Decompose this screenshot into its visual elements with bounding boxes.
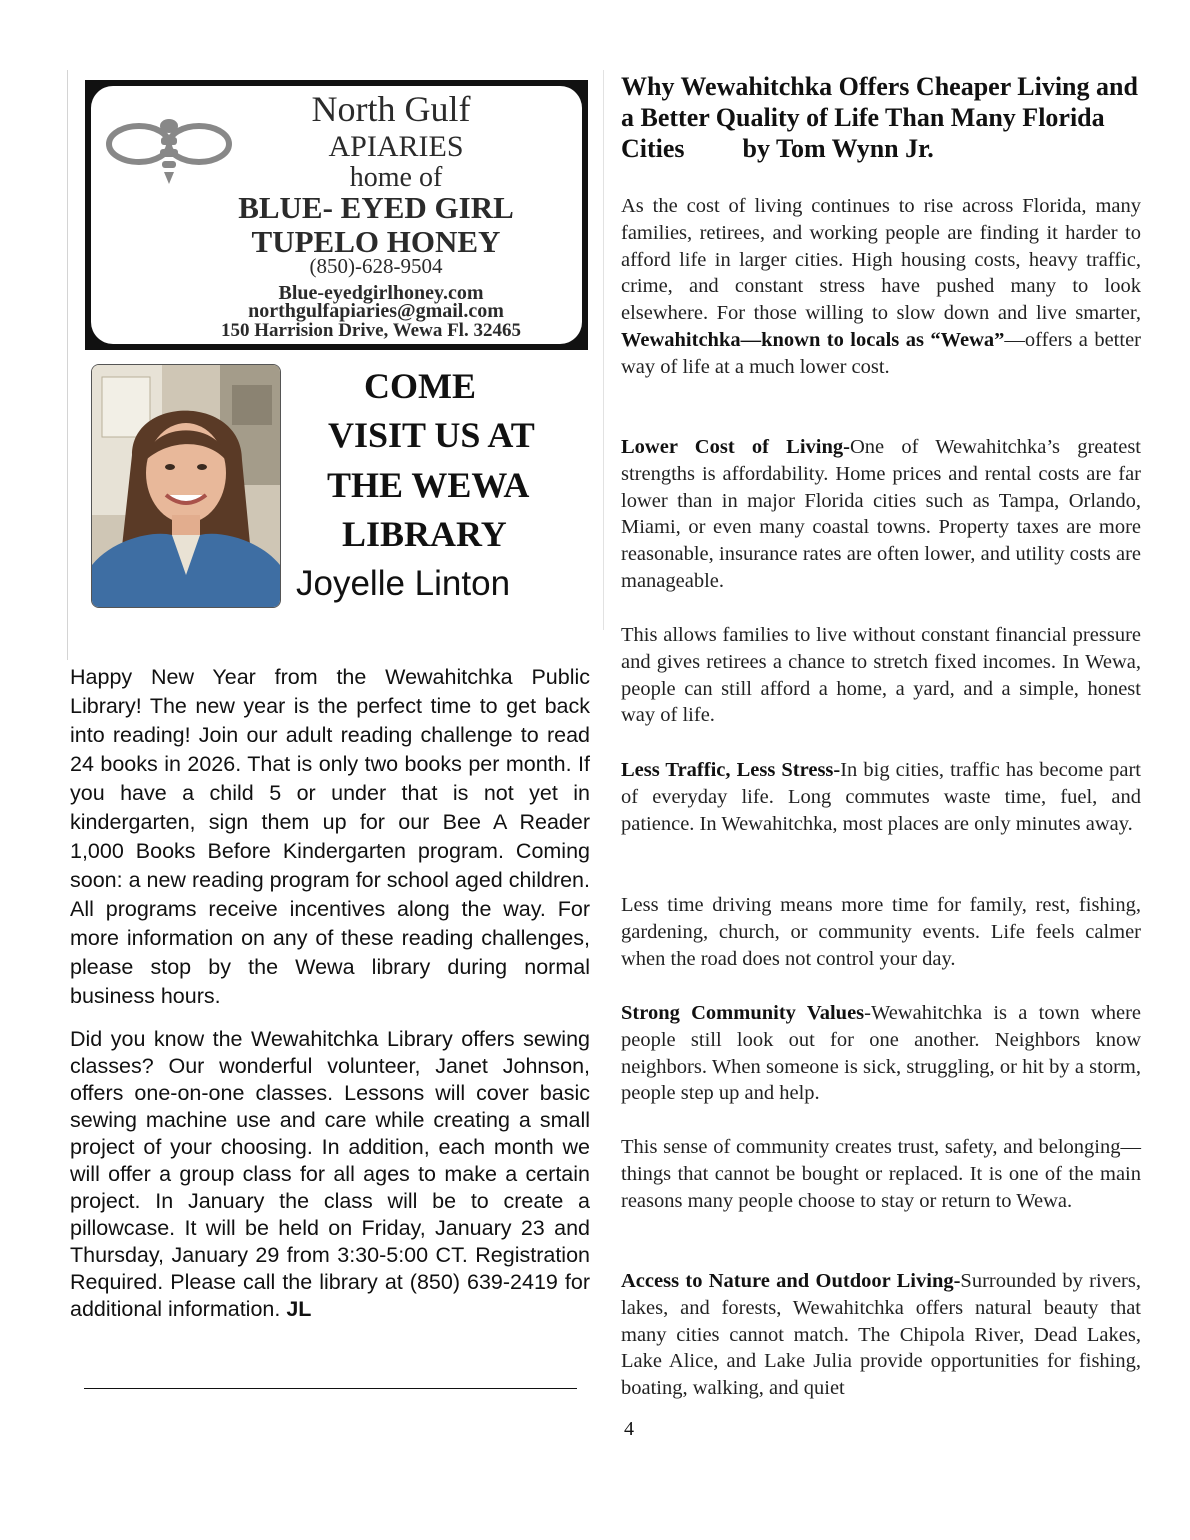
honey-advertisement [85,80,588,350]
author-initials: JL [286,1297,312,1321]
intro-text-b: —offers a better way of life at a much lower cost. [621,328,1142,378]
librarian-name: Joyelle Linton [296,564,511,603]
section-nature [621,1268,1141,1402]
section-paragraph-community-2: This sense of community creates trust, safety, and belonging—things that cannot be bought or replaced. It is one of the main reasons many people choose to stay or return to Wewa. [621,1136,1141,1212]
article-title: Why Wewahitchka Offers Cheaper Living and a Better Quality of Life Than Many Florida Cities [621,72,1138,163]
page-number: 4 [624,1418,634,1440]
section-heading-community: Strong Community Values [621,1002,865,1024]
ad-phone: (850)-628-9504 [309,254,443,278]
section-traffic-2 [621,892,1141,972]
visit-heading-line1: COME [364,366,476,406]
ad-website: Blue-eyedgirlhoney.com [278,282,484,304]
ad-company-type: APIARIES [328,130,464,163]
portrait-illustration [92,365,280,607]
advertisement-panel [91,86,582,344]
section-heading-traffic: Less Traffic, Less Stress- [621,759,841,781]
section-lower-cost [621,434,1141,595]
section-traffic [621,757,1141,837]
ad-email: northgulfapiaries@gmail.com [248,300,504,322]
section-heading-nature: Access to Nature and Outdoor Living- [621,1270,961,1292]
ad-company-name: North Gulf [311,89,471,129]
bee-logo-icon [105,104,233,194]
section-separator [84,1388,577,1389]
article-intro [621,193,1141,381]
article-byline: by Tom Wynn Jr. [742,134,934,163]
article-headline [621,71,1141,164]
section-body-community: -Wewahitchka is a town where people still look out for one another. Neighbors know neighbors. When someone is sick, struggling, or hit by a storm, people step up and help. [621,1002,1141,1105]
section-body-cost: One of Wewahitchka’s greatest strengths is affordability. Home prices and rental costs are far lower than in major Florida cities such as Tampa, Orlando, Miami, or even many coastal towns. Property taxes are more reasonable, insurance rates are often lower, and utility costs are manageable. [621,436,1141,592]
ad-brand-line1: BLUE- EYED GIRL [238,190,514,225]
ad-home-of: home of [349,162,443,193]
section-community [621,1000,1141,1107]
librarian-photo [91,364,281,608]
library-paragraph-2 [70,1026,590,1323]
intro-bold: Wewahitchka—known to locals as “Wewa” [621,328,1005,351]
section-lower-cost-2 [621,622,1141,729]
new-year-paragraph: Happy New Year from the Wewahitchka Public Library! The new year is the perfect time to get back into reading! Join our adult reading challenge to read 24 books in 2026. That is only two books per month. If you have a child 5 or under that is not yet in kindergarten, sign them up for our Bee A Reader 1,000 Books Before Kindergarten program. Coming soon: a new reading program for school aged children. All programs receive incentives along the way. For more information on any of these reading challenges, please stop by the Wewa library during normal business hours. [70,665,590,1008]
sewing-paragraph-text: Did you know the Wewahitchka Library offers sewing classes? Our wonderful volunteer, Janet Johnson, offers one-on-one classes. Lessons will cover basic sewing machine use and care while creating a small project of your choosing. In addition, each month we will offer a group class for all ages to make a certain project. In January the class will be to create a pillowcase. It will be held on Friday, January 23 and Thursday, January 29 from 3:30-5:00 CT. Registration Required. Please call the library at (850) 639-2419 for additional information. [70,1027,590,1321]
ad-address: 150 Harrision Drive, Wewa Fl. 32465 [221,320,521,341]
section-heading-cost: Lower Cost of Living- [621,436,850,458]
visit-heading-line4: LIBRARY [342,514,507,554]
section-community-2 [621,1134,1141,1214]
section-paragraph-cost-2: This allows families to live without constant financial pressure and gives retirees a chance to stretch fixed incomes. In Wewa, people can still afford a home, a yard, and a simple, honest way of life. [621,624,1141,727]
visit-heading-line2: VISIT US AT [328,415,535,455]
column-divider-left [67,70,68,660]
section-paragraph-traffic-2: Less time driving means more time for family, rest, fishing, gardening, church, or community events. Life feels calmer when the road does not control your day. [621,894,1141,970]
sewing-paragraph [70,1026,590,1323]
column-divider-middle [603,70,604,630]
visit-heading-line3: THE WEWA [327,465,530,505]
ad-brand-line2: TUPELO HONEY [251,224,501,259]
section-body-nature: Surrounded by rivers, lakes, and forests, Wewahitchka offers natural beauty that many cities cannot match. The Chipola River, Dead Lakes, Lake Alice, and Lake Julia provide opportunities for fishing, boating, walking, and quiet [621,1270,1141,1400]
section-body-traffic: In big cities, traffic has become part of everyday life. Long commutes waste time, fuel, and patience. In Wewahitchka, most places are only minutes away. [621,759,1141,835]
intro-text-a: As the cost of living continues to rise across Florida, many families, retirees, and working people are finding it harder to afford life in larger cities. High housing costs, heavy traffic, crime, and constant stress have pushed many to look elsewhere. For those willing to slow down and live smarter, [621,195,1141,325]
library-paragraph-1 [70,663,590,1011]
